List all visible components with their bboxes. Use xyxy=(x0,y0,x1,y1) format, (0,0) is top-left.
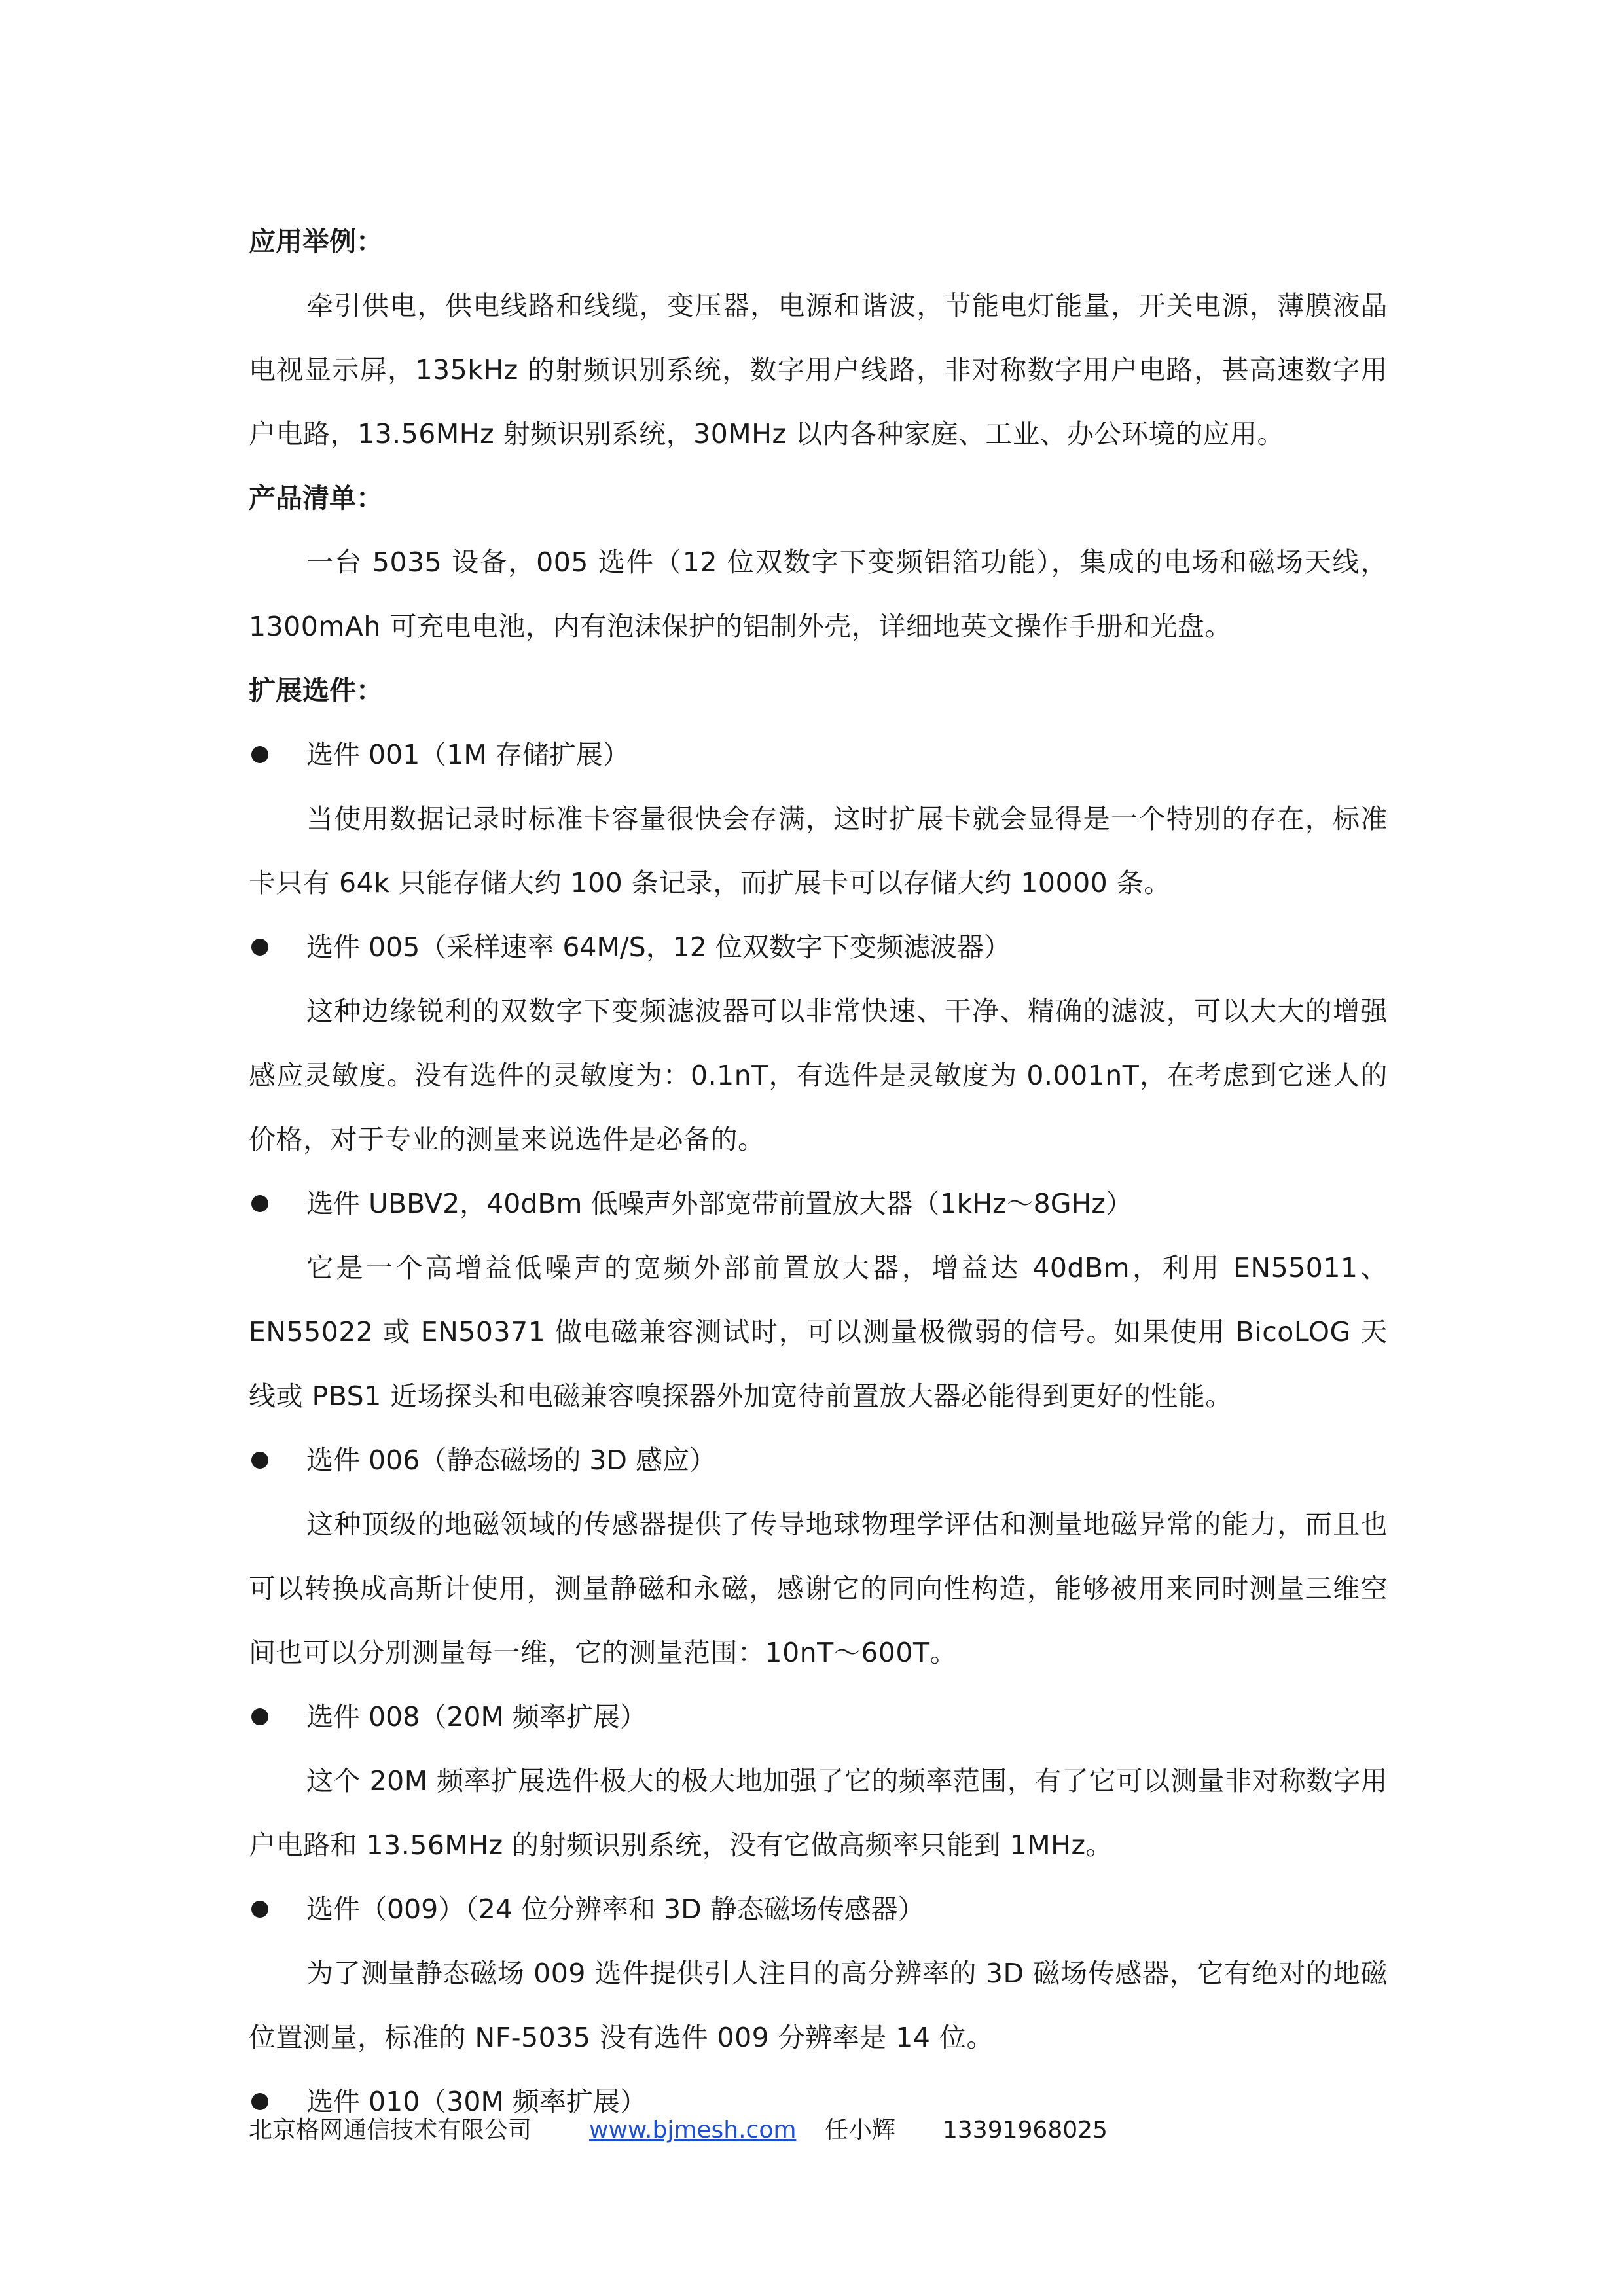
option-title: 选件 010（30M 频率扩展） xyxy=(249,2070,1388,2134)
document-body xyxy=(249,209,1388,2134)
option-001 xyxy=(249,723,1388,915)
option-009 xyxy=(249,1877,1388,2070)
option-description: 它是一个高增益低噪声的宽频外部前置放大器，增益达 40dBm，利用 EN55011、EN55022 或 EN50371 做电磁兼容测试时，可以测量极微弱的信号。如果使用 BicoLOG 天线或 PBS1 近场探头和电磁兼容嗅探器外加宽待前置放大器必能得到更好的性能。 xyxy=(249,1252,1388,1412)
option-005 xyxy=(249,915,1388,1172)
option-title: 选件 001（1M 存储扩展） xyxy=(249,723,1388,787)
footer-contact-name: 任小辉 xyxy=(825,2117,896,2144)
bullet-icon xyxy=(251,1708,268,1725)
product-list-heading: 产品清单： xyxy=(249,482,383,514)
bullet-icon xyxy=(251,2093,268,2110)
option-006 xyxy=(249,1428,1388,1685)
option-description: 这个 20M 频率扩展选件极大的极大地加强了它的频率范围，有了它可以测量非对称数字用户电路和 13.56MHz 的射频识别系统，没有它做高频率只能到 1MHz。 xyxy=(249,1765,1388,1861)
application-heading: 应用举例： xyxy=(249,226,383,257)
bullet-icon xyxy=(251,746,268,763)
application-paragraph: 牵引供电，供电线路和线缆，变压器，电源和谐波，节能电灯能量，开关电源，薄膜液晶电视显示屏，135kHz 的射频识别系统，数字用户线路，非对称数字用户电路，甚高速数字用户电路，13.56MHz 射频识别系统，30MHz 以内各种家庭、工业、办公环境的应用。 xyxy=(249,290,1388,450)
bullet-icon xyxy=(251,1901,268,1918)
option-description: 这种顶级的地磁领域的传感器提供了传导地球物理学评估和测量地磁异常的能力，而且也可以转换成高斯计使用，测量静磁和永磁，感谢它的同向性构造，能够被用来同时测量三维空间也可以分别测量每一维，它的测量范围：10nT～600T。 xyxy=(249,1509,1388,1668)
option-description: 这种边缘锐利的双数字下变频滤波器可以非常快速、干净、精确的滤波，可以大大的增强感应灵敏度。没有选件的灵敏度为：0.1nT，有选件是灵敏度为 0.001nT，在考虑到它迷人的价格，对于专业的测量来说选件是必备的。 xyxy=(249,996,1388,1155)
footer-website-link[interactable]: www.bjmesh.com xyxy=(589,2117,797,2144)
footer-company: 北京格网通信技术有限公司 xyxy=(249,2117,532,2144)
options-heading: 扩展选件： xyxy=(249,675,383,706)
option-008 xyxy=(249,1685,1388,1877)
bullet-icon xyxy=(251,939,268,956)
option-description: 为了测量静态磁场 009 选件提供引人注目的高分辨率的 3D 磁场传感器，它有绝对的地磁位置测量，标准的 NF-5035 没有选件 009 分辨率是 14 位。 xyxy=(249,1958,1388,2053)
option-title: 选件（009）（24 位分辨率和 3D 静态磁场传感器） xyxy=(249,1877,1388,1941)
option-ubbv2 xyxy=(249,1172,1388,1428)
option-title: 选件 008（20M 频率扩展） xyxy=(249,1685,1388,1749)
option-description: 当使用数据记录时标准卡容量很快会存满，这时扩展卡就会显得是一个特别的存在，标准卡只有 64k 只能存储大约 100 条记录，而扩展卡可以存储大约 10000 条。 xyxy=(249,803,1388,899)
option-title: 选件 006（静态磁场的 3D 感应） xyxy=(249,1428,1388,1492)
page-footer xyxy=(249,2111,1108,2150)
bullet-icon xyxy=(251,1195,268,1212)
option-title: 选件 UBBV2，40dBm 低噪声外部宽带前置放大器（1kHz～8GHz） xyxy=(249,1172,1388,1236)
option-title: 选件 005（采样速率 64M/S，12 位双数字下变频滤波器） xyxy=(249,915,1388,979)
bullet-icon xyxy=(251,1452,268,1469)
product-list-paragraph: 一台 5035 设备，005 选件（12 位双数字下变频铝箔功能），集成的电场和磁场天线，1300mAh 可充电电池，内有泡沫保护的铝制外壳，详细地英文操作手册和光盘。 xyxy=(249,547,1388,642)
footer-phone: 13391968025 xyxy=(943,2117,1108,2144)
